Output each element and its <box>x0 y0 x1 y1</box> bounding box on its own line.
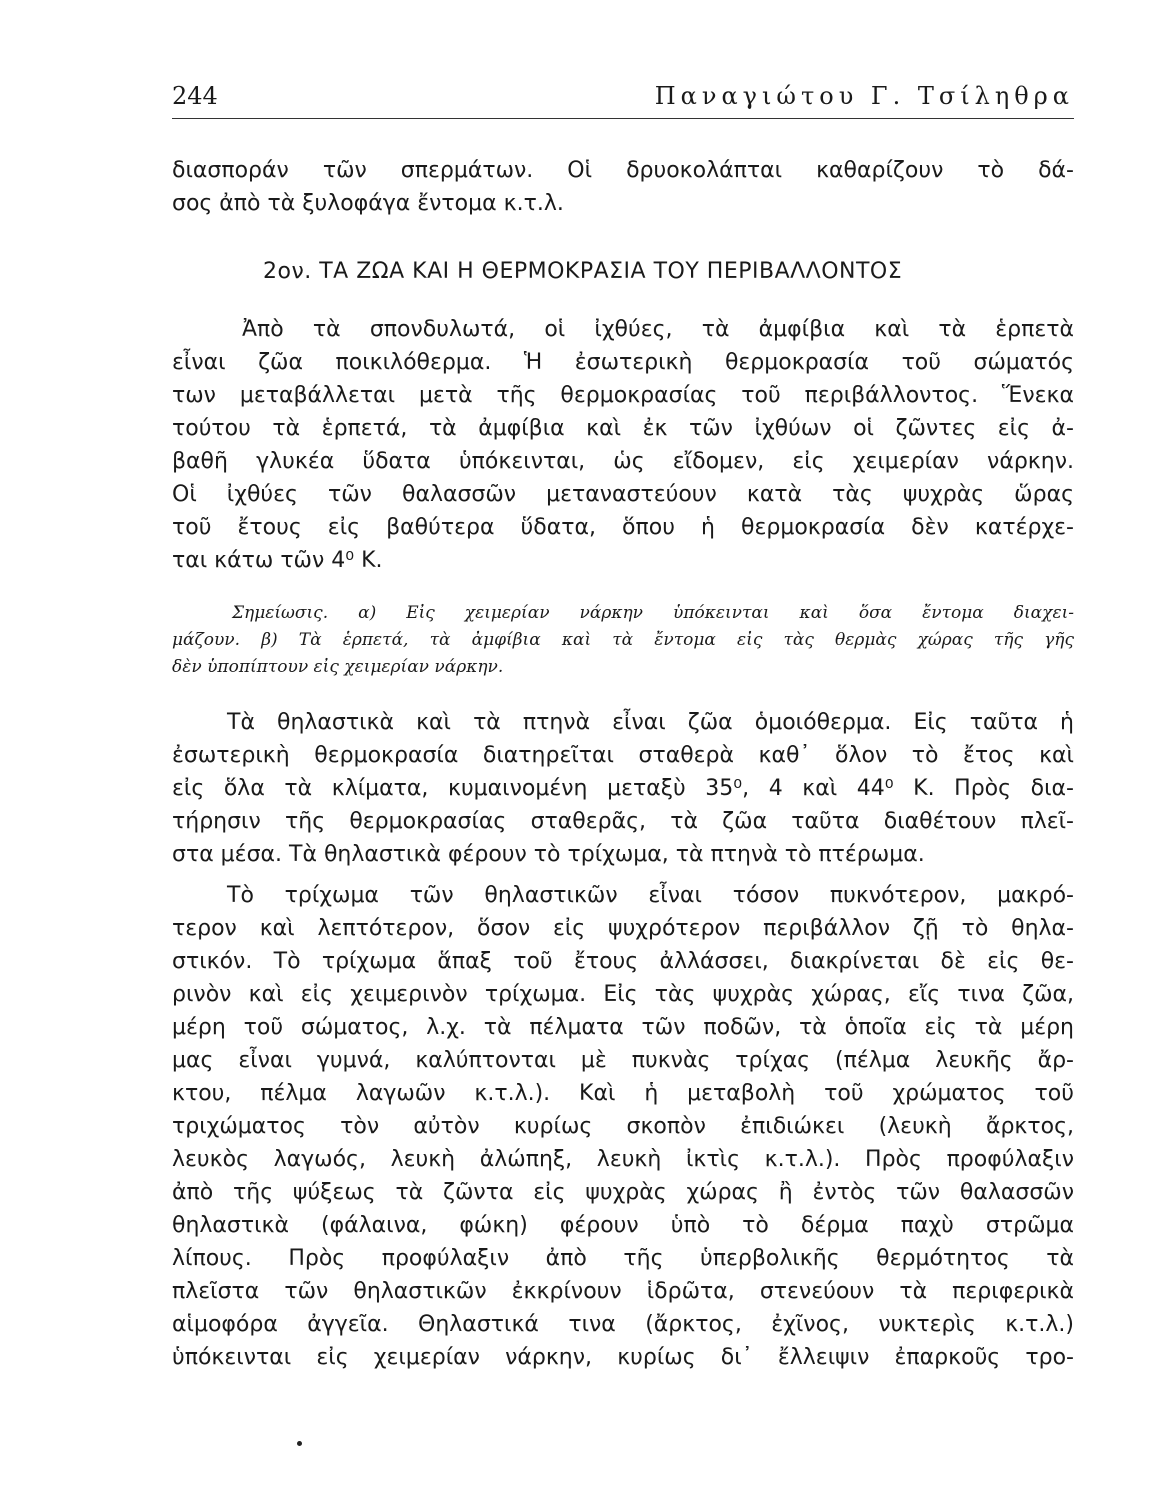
text-line: ὑπόκεινται εἰς χειμερίαν νάρκην, κυρίως δι᾿ ἔλλειψιν ἐπαρκοῦς τρο- <box>172 1345 1074 1370</box>
text-line: λευκὸς λαγωός, λευκὴ ἀλώπηξ, λευκὴ ἰκτὶς κ.τ.λ.). Πρὸς προφύλαξιν <box>172 1147 1074 1172</box>
header-rule <box>172 118 1074 119</box>
text-line: μέρη τοῦ σώματος, λ.χ. τὰ πέλματα τῶν ποδῶν, τὰ ὁποῖα εἰς τὰ μέρη <box>172 1015 1074 1040</box>
text-line: βαθῆ γλυκέα ὕδατα ὑπόκεινται, ὡς εἴδομεν, εἰς χειμερίαν νάρκην. <box>172 449 1074 474</box>
ink-dot <box>297 1441 302 1446</box>
text-line: αἱμοφόρα ἀγγεῖα. Θηλαστικά τινα (ἄρκτος, ἐχῖνος, νυκτερὶς κ.τ.λ.) <box>172 1312 1074 1337</box>
text-line: εἰς ὅλα τὰ κλίματα, κυμαινομένη μεταξὺ 35⁰, 4 καὶ 44⁰ Κ. Πρὸς δια- <box>172 776 1074 801</box>
text-line: κτου, πέλμα λαγωῶν κ.τ.λ.). Καὶ ἡ μεταβολὴ τοῦ χρώματος τοῦ <box>172 1081 1074 1106</box>
text-line: θηλαστικὰ (φάλαινα, φώκη) φέρουν ὑπὸ τὸ δέρμα παχὺ στρῶμα <box>172 1213 1074 1238</box>
text-line: στα μέσα. Τὰ θηλαστικὰ φέρουν τὸ τρίχωμα, τὰ πτηνὰ τὸ πτέρωμα. <box>172 842 925 867</box>
text-line: τερον καὶ λεπτότερον, ὅσον εἰς ψυχρότερον περιβάλλον ζῇ τὸ θηλα- <box>172 916 1074 941</box>
text-line: Ἀπὸ τὰ σπονδυλωτά, οἱ ἰχθύες, τὰ ἀμφίβια καὶ τὰ ἑρπετὰ <box>242 317 1074 342</box>
text-line: πλεῖστα τῶν θηλαστικῶν ἐκκρίνουν ἱδρῶτα, στενεύουν τὰ περιφερικὰ <box>172 1279 1074 1304</box>
text-line: στικόν. Τὸ τρίχωμα ἅπαξ τοῦ ἔτους ἀλλάσσει, διακρίνεται δὲ εἰς θε- <box>172 949 1074 974</box>
text-line: ἐσωτερικὴ θερμοκρασία διατηρεῖται σταθερὰ καθ᾿ ὅλον τὸ ἔτος καὶ <box>172 743 1074 768</box>
text-line: των μεταβάλλεται μετὰ τῆς θερμοκρασίας τοῦ περιβάλλοντος. Ἕνεκα <box>172 383 1074 408</box>
text-line: λίπους. Πρὸς προφύλαξιν ἀπὸ τῆς ὑπερβολικῆς θερμότητος τὰ <box>172 1246 1074 1271</box>
text-line: τριχώματος τὸν αὐτὸν κυρίως σκοπὸν ἐπιδιώκει (λευκὴ ἄρκτος, <box>172 1114 1074 1139</box>
text-line: εἶναι ζῶα ποικιλόθερμα. Ἡ ἐσωτερικὴ θερμοκρασία τοῦ σώματός <box>172 350 1074 375</box>
text-line: διασποράν τῶν σπερμάτων. Οἱ δρυοκολάπται καθαρίζουν τὸ δά- <box>172 158 1074 183</box>
text-line: τήρησιν τῆς θερμοκρασίας σταθερᾶς, τὰ ζῶα ταῦτα διαθέτουν πλεῖ- <box>172 809 1074 834</box>
section-heading: 2ον. ΤΑ ΖΩΑ ΚΑΙ Η ΘΕΡΜΟΚΡΑΣΙΑ ΤΟΥ ΠΕΡΙΒΑΛΛΟΝΤΟΣ <box>263 259 903 284</box>
note-line: μάζουν. β) Τὰ ἑρπετά, τὰ ἀμφίβια καὶ τὰ ἔντομα εἰς τὰς θερμὰς χώρας τῆς γῆς <box>172 630 1074 650</box>
text-line: τούτου τὰ ἑρπετά, τὰ ἀμφίβια καὶ ἐκ τῶν ἰχθύων οἱ ζῶντες εἰς ἀ- <box>172 416 1074 441</box>
text-line: σος ἀπὸ τὰ ξυλοφάγα ἔντομα κ.τ.λ. <box>172 191 564 216</box>
text-line: Τὸ τρίχωμα τῶν θηλαστικῶν εἶναι τόσον πυκνότερον, μακρό- <box>227 883 1074 908</box>
text-line: ται κάτω τῶν 4⁰ Κ. <box>172 548 383 573</box>
text-line: μας εἶναι γυμνά, καλύπτονται μὲ πυκνὰς τρίχας (πέλμα λευκῆς ἄρ- <box>172 1048 1074 1073</box>
text-line: τοῦ ἔτους εἰς βαθύτερα ὕδατα, ὅπου ἡ θερμοκρασία δὲν κατέρχε- <box>172 515 1074 540</box>
text-line: Οἱ ἰχθύες τῶν θαλασσῶν μεταναστεύουν κατὰ τὰς ψυχρὰς ὥρας <box>172 482 1074 507</box>
running-title: Παναγιώτου Γ. Τσίληθρα <box>654 82 1074 110</box>
page-number: 244 <box>172 82 218 110</box>
note-line: Σημείωσις. α) Εἰς χειμερίαν νάρκην ὑπόκεινται καὶ ὅσα ἔντομα διαχει- <box>232 603 1074 623</box>
note-line: δὲν ὑποπίπτουν εἰς χειμερίαν νάρκην. <box>172 657 504 677</box>
page-header <box>172 82 1074 110</box>
text-line: Τὰ θηλαστικὰ καὶ τὰ πτηνὰ εἶναι ζῶα ὁμοιόθερμα. Εἰς ταῦτα ἡ <box>227 710 1074 735</box>
text-line: ρινὸν καὶ εἰς χειμερινὸν τρίχωμα. Εἰς τὰς ψυχρὰς χώρας, εἴς τινα ζῶα, <box>172 982 1074 1007</box>
text-line: ἀπὸ τῆς ψύξεως τὰ ζῶντα εἰς ψυχρὰς χώρας ἢ ἐντὸς τῶν θαλασσῶν <box>172 1180 1074 1205</box>
